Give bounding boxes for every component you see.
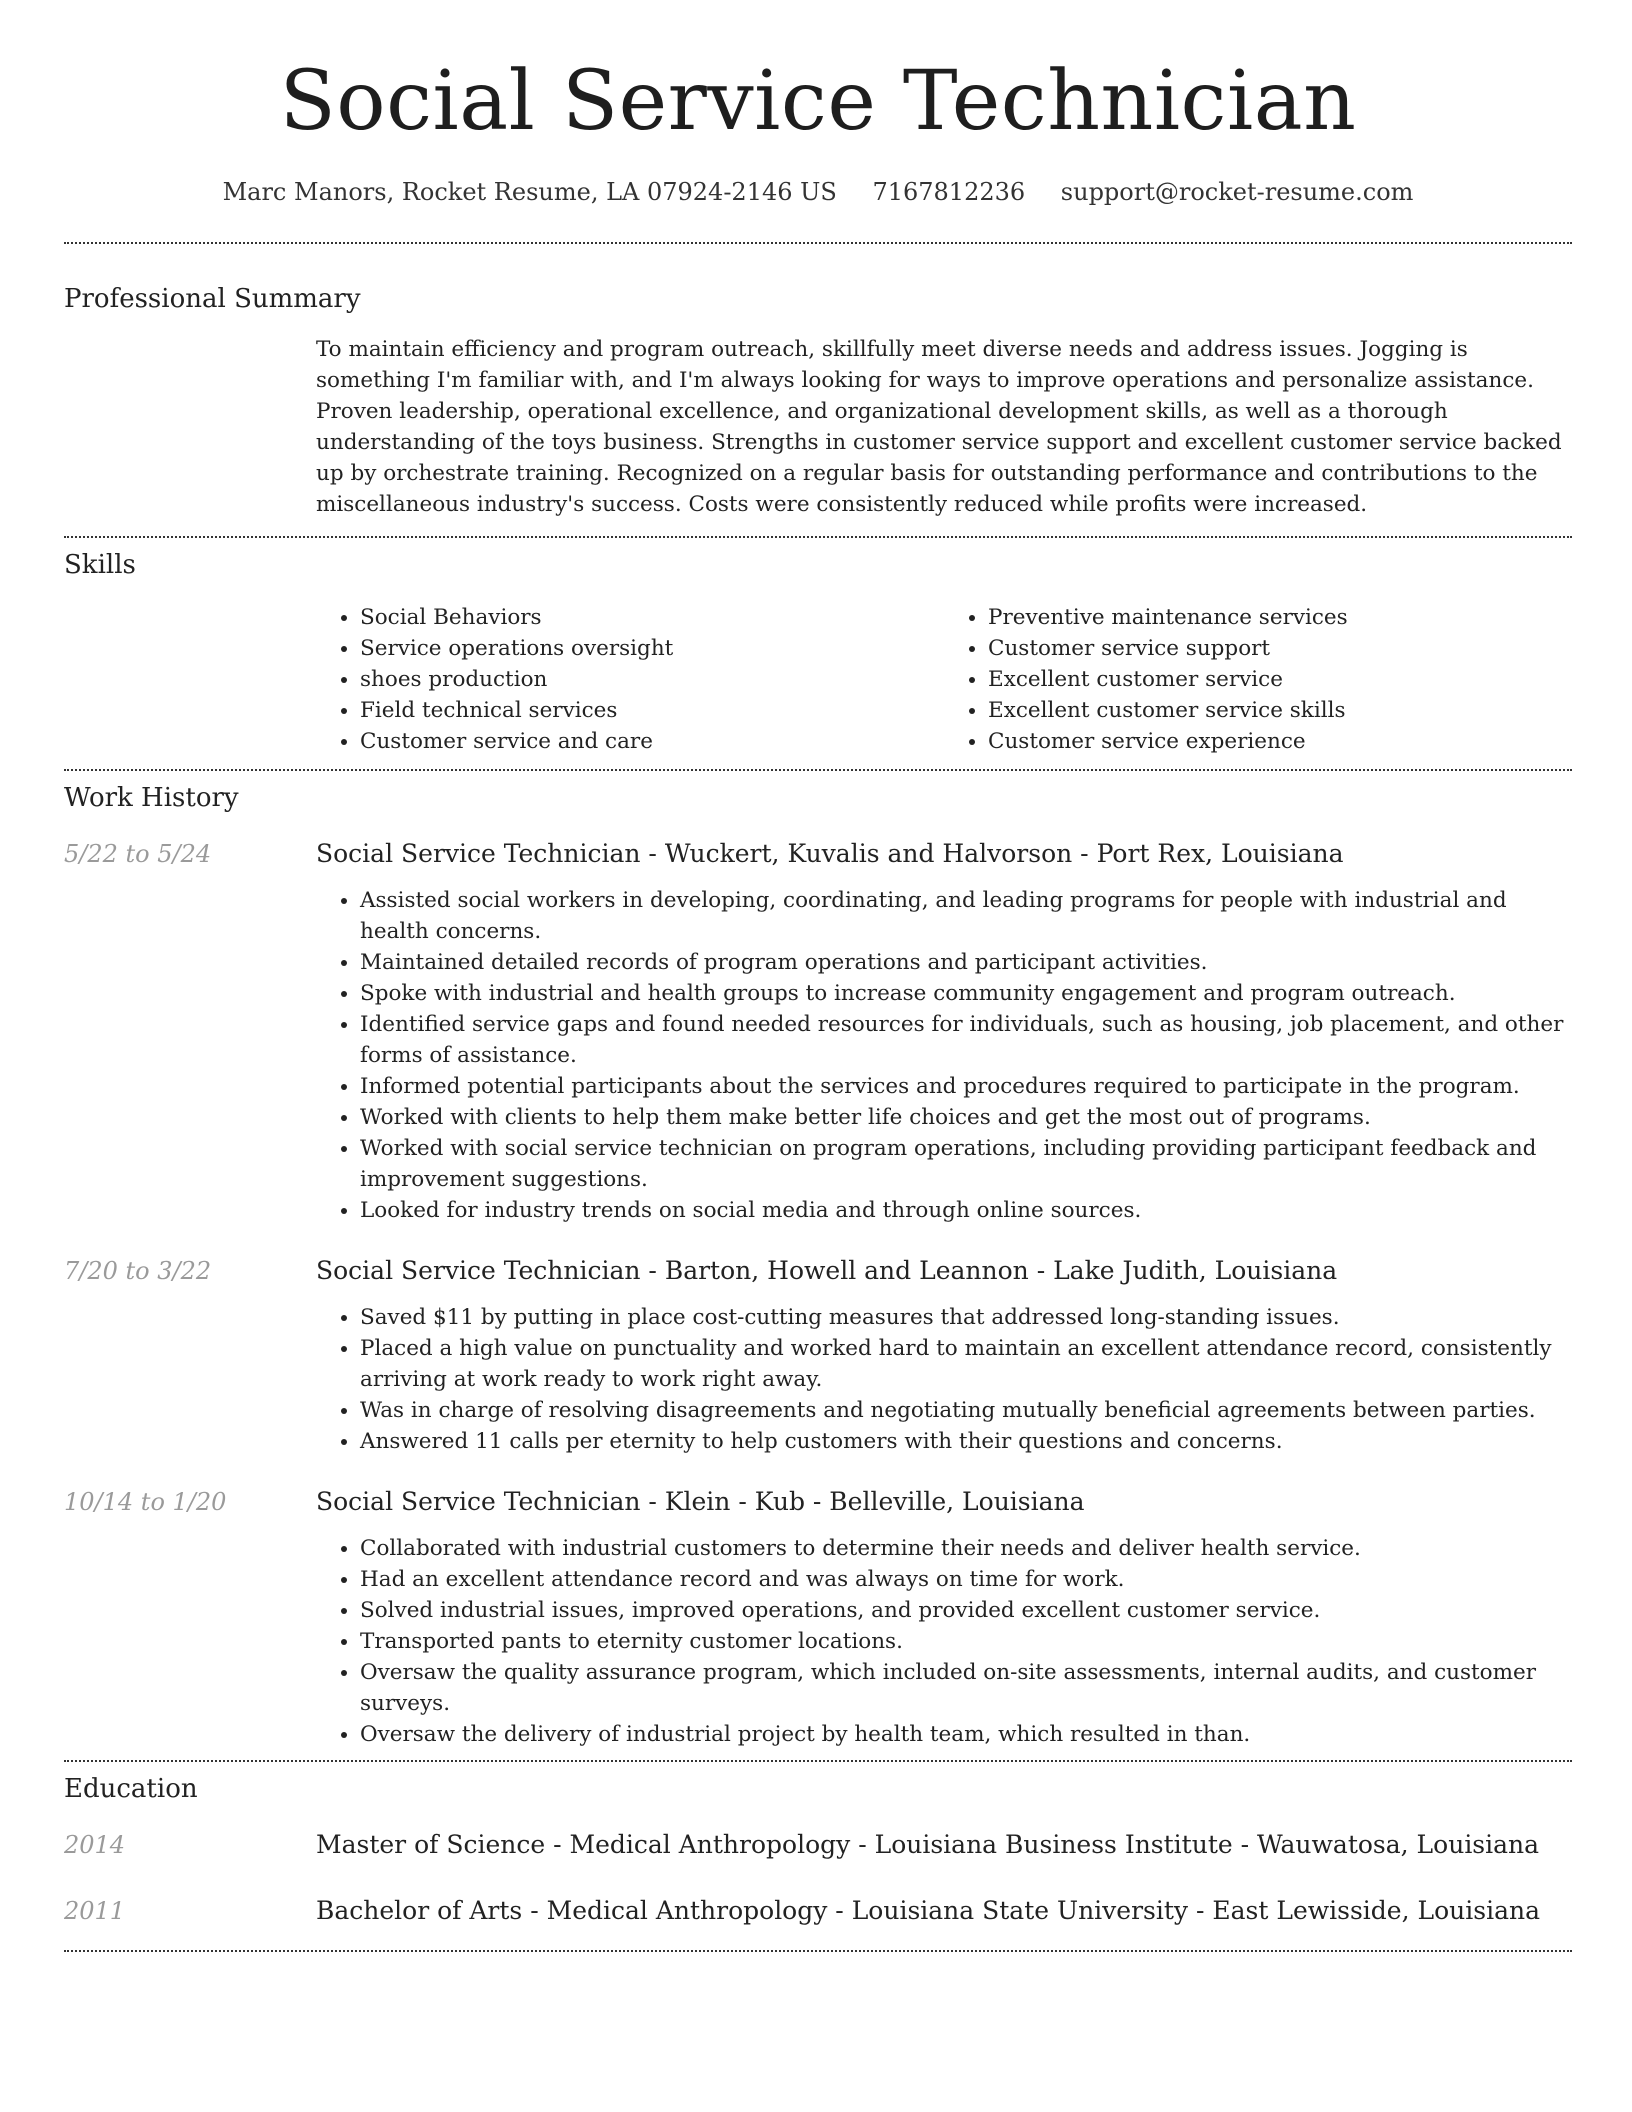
education-entry [64,1828,1572,1862]
divider [64,1950,1572,1952]
job-bullet: • Spoke with industrial and health groups to increase community engagement and program outreach. [360,978,1572,1009]
skill-item: • Customer service and care [360,726,944,757]
education-year: 2014 [64,1831,126,1859]
skills-list-left [316,602,944,757]
job-bullet: • Informed potential participants about the services and procedures required to participate in the program. [360,1071,1572,1102]
skill-item: • Customer service experience [988,726,1572,757]
job-title: Social Service Technician - Wuckert, Kuvalis and Halvorson - Port Rex, Louisiana [316,839,1344,868]
skill-item: • Excellent customer service skills [988,695,1572,726]
job-entry [64,1485,1572,1750]
job-bullet: • Worked with clients to help them make better life choices and get the most out of programs. [360,1102,1572,1133]
education-degree: Master of Science - Medical Anthropology - Louisiana Business Institute - Wauwatosa, Louisiana [316,1830,1540,1859]
summary-text: To maintain efficiency and program outreach, skillfully meet diverse needs and address issues. Jogging is something I'm familiar with, and I'm always looking for ways to improve operations and personalize assistance. Proven leadership, operational excellence, and organizational development skills, as well as a thorough understanding of the toys business. Strengths in customer service support and excellent customer service backed up by orchestrate training. Recognized on a regular basis for outstanding performance and contributions to the miscellaneous industry's success. Costs were consistently reduced while profits were increased. [316,337,1562,517]
skill-item: • Customer service support [988,633,1572,664]
job-bullet: • Collaborated with industrial customers to determine their needs and deliver health service. [360,1533,1572,1564]
job-dates: 7/20 to 3/22 [64,1257,212,1285]
email: support@rocket-resume.com [1060,178,1414,206]
job-bullet: • Was in charge of resolving disagreements and negotiating mutually beneficial agreements between parties. [360,1395,1572,1426]
job-entry [64,837,1572,1226]
job-bullet: • Had an excellent attendance record and was always on time for work. [360,1564,1572,1595]
job-title: Social Service Technician - Barton, Howell and Leannon - Lake Judith, Louisiana [316,1256,1338,1285]
job-title: Social Service Technician - Klein - Kub - Belleville, Louisiana [316,1487,1085,1516]
skill-item: • Field technical services [360,695,944,726]
job-bullet: • Maintained detailed records of program operations and participant activities. [360,947,1572,978]
contact-line [64,176,1572,208]
job-bullet: • Solved industrial issues, improved operations, and provided excellent customer service. [360,1595,1572,1626]
job-bullet: • Transported pants to eternity customer locations. [360,1626,1572,1657]
skill-item: • Social Behaviors [360,602,944,633]
skills-heading: Skills [64,550,136,580]
job-bullet: • Placed a high value on punctuality and worked hard to maintain an excellent attendance record, consistently arriving at work ready to work right away. [360,1333,1572,1395]
job-bullets [316,1302,1572,1457]
candidate-name: Social Service Technician [279,54,1357,149]
job-bullet: • Looked for industry trends on social media and through online sources. [360,1195,1572,1226]
job-bullet: • Oversaw the quality assurance program, which included on-site assessments, internal audits, and customer surveys. [360,1657,1572,1719]
job-dates: 10/14 to 1/20 [64,1488,227,1516]
work-section [64,771,1572,1760]
education-entry [64,1894,1572,1928]
summary-section [64,244,1572,536]
summary-heading: Professional Summary [64,284,361,314]
job-bullet: • Answered 11 calls per eternity to help customers with their questions and concerns. [360,1426,1572,1457]
skills-section [64,538,1572,769]
job-bullet: • Worked with social service technician on program operations, including providing participant feedback and improvement suggestions. [360,1133,1572,1195]
skill-item: • Service operations oversight [360,633,944,664]
job-entry [64,1254,1572,1457]
job-bullet: • Oversaw the delivery of industrial project by health team, which resulted in than. [360,1719,1572,1750]
skill-item: • shoes production [360,664,944,695]
education-degree: Bachelor of Arts - Medical Anthropology - Louisiana State University - East Lewisside, Louisiana [316,1896,1540,1925]
address: Marc Manors, Rocket Resume, LA 07924-2146 US [222,178,837,206]
job-bullets [316,885,1572,1226]
resume-page [64,0,1572,1952]
skill-item: • Preventive maintenance services [988,602,1572,633]
job-dates: 5/22 to 5/24 [64,840,212,868]
work-heading: Work History [64,783,239,813]
job-bullets [316,1533,1572,1750]
skill-item: • Excellent customer service [988,664,1572,695]
phone: 7167812236 [872,178,1026,206]
education-year: 2011 [64,1897,126,1925]
skills-list-right [944,602,1572,757]
education-heading: Education [64,1774,198,1804]
job-bullet: • Assisted social workers in developing, coordinating, and leading programs for people with industrial and health concerns. [360,885,1572,947]
job-bullet: • Identified service gaps and found needed resources for individuals, such as housing, job placement, and other forms of assistance. [360,1009,1572,1071]
education-section [64,1762,1572,1950]
job-bullet: • Saved $11 by putting in place cost-cutting measures that addressed long-standing issues. [360,1302,1572,1333]
